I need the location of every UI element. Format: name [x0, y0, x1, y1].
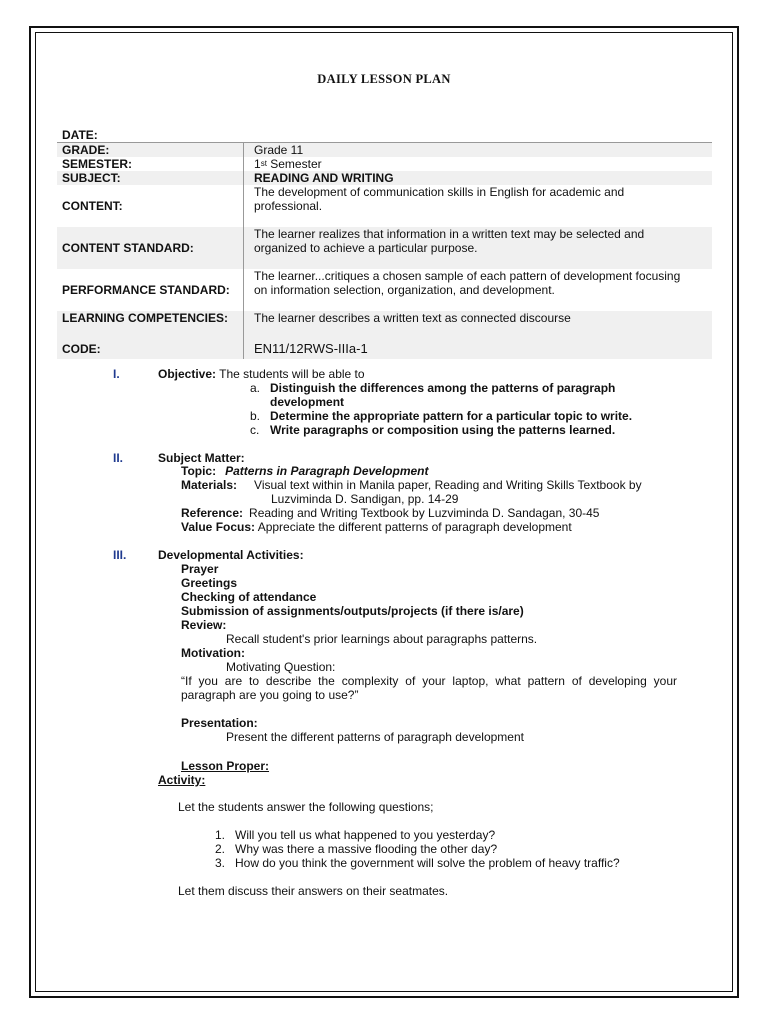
motivating-question-line-2: paragraph are you going to use?” [181, 688, 359, 702]
content-standard-value [243, 227, 712, 269]
objective-item-text: Write paragraphs or composition using the patterns learned. [270, 423, 616, 437]
objective-item-a-continued: development [270, 395, 345, 409]
date-row [57, 127, 712, 142]
objective-item-a [250, 381, 615, 395]
subject-label: SUBJECT: [62, 171, 121, 185]
performance-standard-row [57, 269, 712, 311]
objective-item-text: Determine the appropriate pattern for a particular topic to write. [270, 409, 633, 423]
grade-label: GRADE: [62, 143, 110, 157]
presentation-text: Present the different patterns of paragraph development [226, 730, 524, 744]
content-standard-line-1: The learner realizes that information in a written text may be selected and [254, 227, 645, 241]
performance-standard-label: PERFORMANCE STANDARD: [62, 283, 230, 297]
materials-line-2: Luzviminda D. Sandigan, pp. 14-29 [271, 492, 459, 506]
objective-item-marker: c. [250, 423, 260, 437]
prayer-label: Prayer [181, 562, 219, 576]
attendance-label: Checking of attendance [181, 590, 317, 604]
objective-line [158, 367, 365, 381]
motivating-question-line-1: “If you are to describe the complexity of your laptop, what pattern of developing your [181, 674, 677, 688]
question-number: 1. [215, 828, 226, 842]
topic-line [181, 464, 429, 478]
code-value: EN11/12RWS-IIIa-1 [243, 339, 712, 359]
question-number: 2. [215, 842, 226, 856]
semester-text: Semester [266, 157, 322, 171]
performance-standard-line-2: on information selection, organization, and development. [254, 283, 555, 297]
content-value [243, 185, 712, 227]
activities-label: Developmental Activities: [158, 548, 304, 562]
objective-intro: The students will be able to [216, 367, 365, 381]
topic-value: Patterns in Paragraph Development [225, 464, 429, 478]
materials-line [181, 478, 642, 492]
objective-label: Objective: [158, 367, 217, 381]
semester-value: 1 st Semester [243, 157, 712, 171]
reference-value: Reading and Writing Textbook by Luzviminda D. Sandagan, 30-45 [249, 506, 600, 520]
materials-value: Visual text within in Manila paper, Reading and Writing Skills Textbook by [254, 478, 642, 492]
semester-label: SEMESTER: [62, 157, 133, 171]
lesson-header-table [57, 127, 712, 359]
closing-instruction: Let them discuss their answers on their seatmates. [178, 884, 449, 898]
document-title: DAILY LESSON PLAN [317, 72, 451, 86]
question-item [215, 842, 497, 856]
value-focus-line [181, 520, 572, 534]
date-value [243, 127, 712, 142]
question-number: 3. [215, 856, 226, 870]
activities-numeral: III. [113, 548, 127, 562]
presentation-label: Presentation: [181, 716, 258, 730]
motivation-label: Motivation: [181, 646, 245, 660]
learning-competencies-label: LEARNING COMPETENCIES: [62, 311, 229, 325]
value-focus-value: Appreciate the different patterns of paragraph development [255, 520, 572, 534]
grade-row [57, 142, 712, 157]
review-label: Review: [181, 618, 227, 632]
submission-label: Submission of assignments/outputs/projects (if there is/are) [181, 604, 524, 618]
performance-standard-line-1: The learner...critiques a chosen sample of each pattern of development focusing [254, 269, 681, 283]
grade-value: Grade 11 [243, 143, 712, 157]
question-text: Will you tell us what happened to you yesterday? [235, 828, 496, 842]
reference-label: Reference: [181, 506, 244, 520]
objective-item-marker: a. [250, 381, 261, 395]
content-label: CONTENT: [62, 199, 123, 213]
motivating-question-label: Motivating Question: [226, 660, 336, 674]
content-line-2: professional. [254, 199, 323, 213]
objective-item-text: Distinguish the differences among the patterns of paragraph [270, 381, 616, 395]
objective-item-marker: b. [250, 409, 261, 423]
learning-competencies-row [57, 311, 712, 339]
content-standard-label: CONTENT STANDARD: [62, 241, 194, 255]
semester-number: 1 [254, 157, 261, 171]
objective-item-c [250, 423, 615, 437]
greetings-label: Greetings [181, 576, 238, 590]
objective-numeral: I. [113, 367, 120, 381]
value-focus-label: Value Focus: [181, 520, 256, 534]
objective-item-b [250, 409, 632, 423]
question-text: Why was there a massive flooding the other day? [235, 842, 498, 856]
subject-matter-numeral: II. [113, 451, 124, 465]
content-standard-row [57, 227, 712, 269]
learning-competencies-value: The learner describes a written text as connected discourse [243, 311, 712, 339]
activity-intro: Let the students answer the following questions; [178, 800, 434, 814]
semester-row [57, 157, 712, 171]
subject-value: READING AND WRITING [243, 171, 712, 185]
code-label: CODE: [62, 342, 101, 356]
topic-label: Topic: [181, 464, 217, 478]
date-label: DATE: [62, 127, 98, 142]
content-standard-line-2: organized to achieve a particular purpose. [254, 241, 478, 255]
subject-row [57, 171, 712, 185]
content-row [57, 185, 712, 227]
content-line-1: The development of communication skills in English for academic and [254, 185, 625, 199]
reference-line [181, 506, 599, 520]
question-item [215, 856, 620, 870]
question-text: How do you think the government will solve the problem of heavy traffic? [235, 856, 620, 870]
question-item [215, 828, 495, 842]
review-text: Recall student's prior learnings about paragraphs patterns. [226, 632, 538, 646]
materials-label: Materials: [181, 478, 238, 492]
performance-standard-value [243, 269, 712, 311]
lesson-proper-heading: Lesson Proper: [181, 759, 270, 773]
subject-matter-label: Subject Matter: [158, 451, 245, 465]
activity-heading: Activity: [158, 773, 206, 787]
code-row [57, 339, 712, 359]
